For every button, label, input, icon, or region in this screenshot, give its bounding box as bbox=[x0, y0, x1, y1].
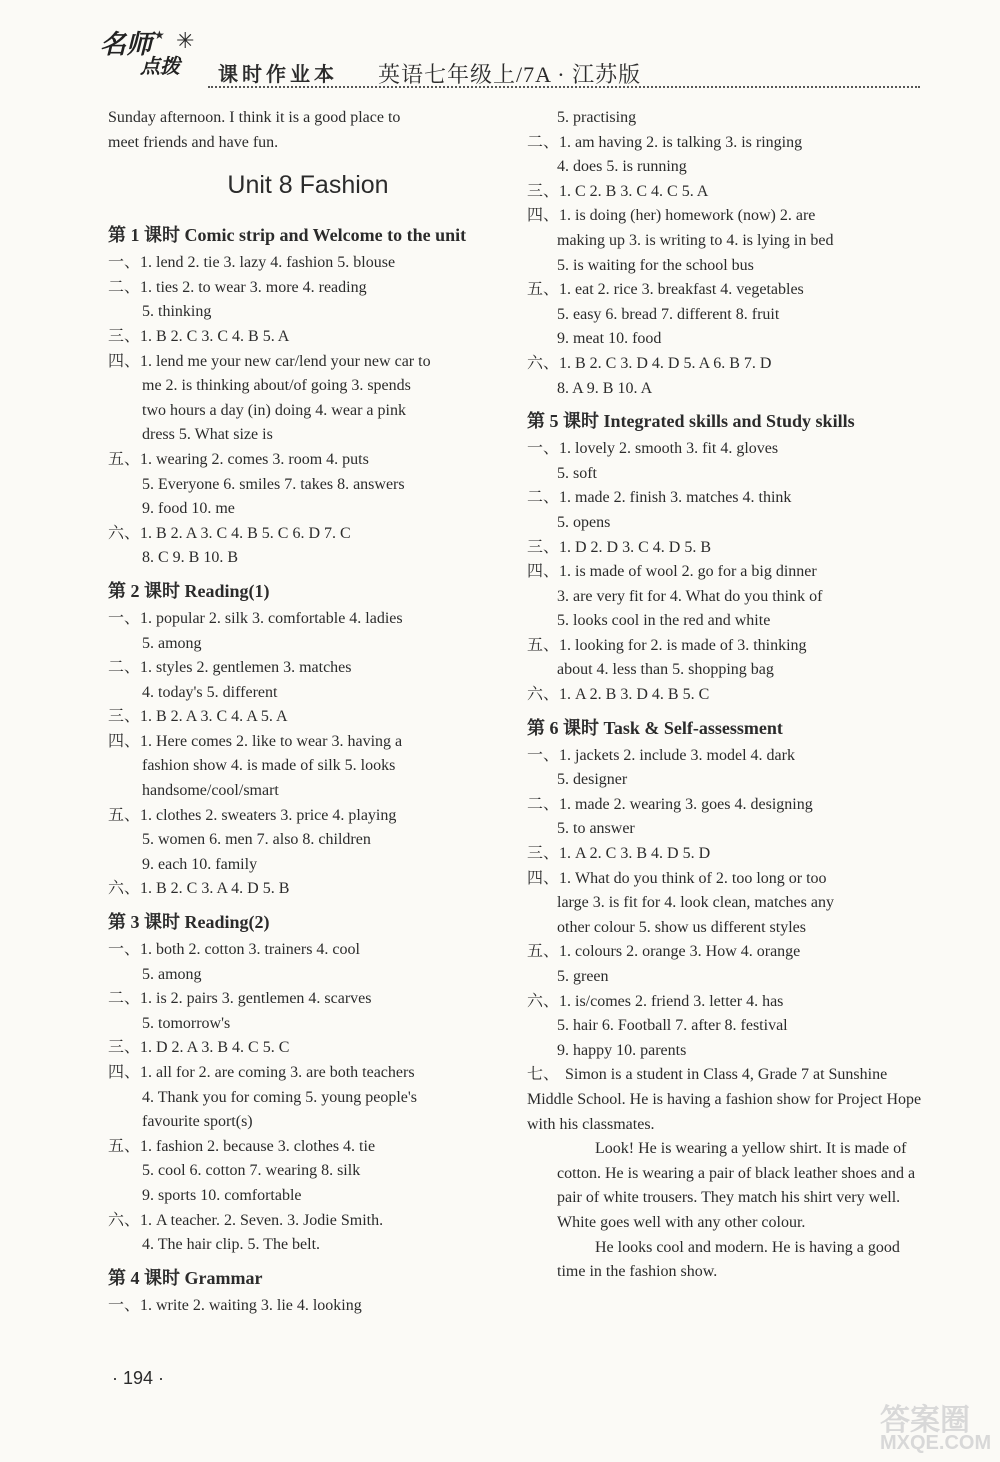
logo-line-1: 名师 bbox=[100, 30, 153, 59]
left-answer-line: 五、1. wearing 2. comes 3. room 4. puts bbox=[108, 450, 369, 468]
series-logo bbox=[100, 30, 180, 78]
right-answer-line: 一、1. lovely 2. smooth 3. fit 4. gloves bbox=[527, 440, 779, 458]
right-answer-line: 五、1. eat 2. rice 3. breakfast 4. vegetables bbox=[527, 281, 804, 299]
right-answer-line: other colour 5. show us different styles bbox=[557, 918, 806, 936]
left-answer-line: two hours a day (in) doing 4. wear a pink bbox=[142, 401, 406, 419]
left-answer-line: meet friends and have fun. bbox=[108, 133, 279, 151]
page-header bbox=[100, 28, 920, 86]
right-answer-line: 一、1. jackets 2. include 3. model 4. dark bbox=[527, 746, 795, 764]
right-answer-line: 5. green bbox=[557, 968, 609, 985]
page-number: · 194 · bbox=[112, 1368, 165, 1388]
book-title: 课时作业本 bbox=[218, 64, 338, 86]
watermark-url: MXQE.COM bbox=[880, 1432, 992, 1454]
right-answer-line: 四、1. is doing (her) homework (now) 2. are bbox=[527, 207, 816, 225]
right-answer-line: 5. opens bbox=[557, 513, 611, 531]
left-unit-title: Unit 8 Fashion bbox=[227, 171, 389, 200]
right-column bbox=[527, 106, 927, 1285]
right-answer-line: 四、1. What do you think of 2. too long or too bbox=[527, 869, 827, 887]
right-answer-line: 二、1. made 2. wearing 3. goes 4. designing bbox=[527, 795, 813, 813]
left-answer-line: 三、1. B 2. A 3. C 4. A 5. A bbox=[108, 708, 288, 726]
left-answer-line: Sunday afternoon. I think it is a good place to bbox=[108, 109, 401, 126]
left-answer-line: 9. each 10. family bbox=[142, 855, 258, 873]
right-answer-line: 5. designer bbox=[557, 771, 628, 789]
right-answer-line: 9. happy 10. parents bbox=[557, 1041, 687, 1059]
right-answer-line: large 3. is fit for 4. look clean, matches any bbox=[557, 894, 834, 912]
right-answer-lines bbox=[527, 106, 927, 1063]
left-lesson-heading: 第 1 课时 Comic strip and Welcome to the unit bbox=[108, 225, 467, 246]
right-answer-line: 5. easy 6. bread 7. different 8. fruit bbox=[557, 305, 780, 323]
right-answer-line: 五、1. looking for 2. is made of 3. thinking bbox=[527, 636, 807, 654]
right-answer-line: 4. does 5. is running bbox=[557, 158, 687, 176]
left-answer-line: 一、1. both 2. cotton 3. trainers 4. cool bbox=[108, 941, 360, 959]
star-icon: ★ bbox=[154, 28, 165, 42]
left-answer-line: 5. cool 6. cotton 7. wearing 8. silk bbox=[142, 1162, 361, 1180]
right-answer-line: 5. to answer bbox=[557, 820, 635, 838]
left-lesson-heading: 第 4 课时 Grammar bbox=[108, 1267, 263, 1288]
left-answer-line: 一、1. write 2. waiting 3. lie 4. looking bbox=[108, 1296, 362, 1314]
left-answer-line: 四、1. Here comes 2. like to wear 3. having a bbox=[108, 732, 403, 750]
right-answer-line: 5. practising bbox=[557, 109, 637, 126]
essay-text-1: Simon is a student in Class 4, Grade 7 at Sunshine Middle School. He is having a fashion show for Project Hope with his classmates. bbox=[527, 1066, 922, 1133]
watermark-logo: 答案圈 bbox=[880, 1404, 970, 1437]
left-answer-line: 六、1. B 2. C 3. A 4. D 5. B bbox=[108, 880, 290, 898]
essay-block bbox=[527, 1063, 927, 1284]
essay-paragraph-3 bbox=[527, 1236, 927, 1285]
left-answer-line: 5. women 6. men 7. also 8. children bbox=[142, 831, 371, 849]
essay-paragraph-1 bbox=[527, 1063, 927, 1137]
right-answer-line: 三、1. C 2. B 3. C 4. C 5. A bbox=[527, 182, 709, 200]
essay-text-3: He looks cool and modern. He is having a good time in the fashion show. bbox=[557, 1238, 900, 1281]
left-lesson-heading: 第 2 课时 Reading(1) bbox=[108, 580, 270, 601]
right-answer-line: 5. is waiting for the school bus bbox=[557, 256, 754, 274]
right-answer-line: 六、1. B 2. C 3. D 4. D 5. A 6. B 7. D bbox=[527, 354, 772, 372]
left-answer-line: 五、1. fashion 2. because 3. clothes 4. tie bbox=[108, 1137, 376, 1155]
right-answer-line: 二、1. made 2. finish 3. matches 4. think bbox=[527, 489, 792, 507]
sun-icon: ✳ bbox=[176, 28, 195, 53]
left-answer-line: 9. food 10. me bbox=[142, 500, 235, 518]
right-answer-line: 六、1. is/comes 2. friend 3. letter 4. has bbox=[527, 992, 784, 1010]
left-answer-line: 5. among bbox=[142, 965, 202, 983]
right-answer-line: 三、1. A 2. C 3. B 4. D 5. D bbox=[527, 845, 711, 863]
left-answer-line: 4. Thank you for coming 5. young people's bbox=[142, 1088, 417, 1106]
left-answer-line: 五、1. clothes 2. sweaters 3. price 4. playing bbox=[108, 806, 397, 824]
right-lesson-heading: 第 5 课时 Integrated skills and Study skills bbox=[527, 411, 855, 432]
left-answer-line: handsome/cool/smart bbox=[142, 782, 279, 800]
right-answer-line: 5. hair 6. Football 7. after 8. festival bbox=[557, 1017, 788, 1035]
left-answer-line: 5. among bbox=[142, 634, 202, 652]
logo-line-2: 点拨 bbox=[140, 56, 180, 78]
right-answer-line: making up 3. is writing to 4. is lying in bed bbox=[557, 231, 834, 249]
right-answer-line: 四、1. is made of wool 2. go for a big dinner bbox=[527, 563, 817, 581]
left-answer-line: 三、1. D 2. A 3. B 4. C 5. C bbox=[108, 1039, 290, 1057]
right-lesson-heading: 第 6 课时 Task & Self-assessment bbox=[527, 717, 783, 738]
essay-label: 七、 bbox=[527, 1066, 560, 1084]
right-answer-line: 8. A 9. B 10. A bbox=[557, 379, 653, 397]
left-answer-line: 8. C 9. B 10. B bbox=[142, 549, 239, 567]
right-answer-line: 三、1. D 2. D 3. C 4. D 5. B bbox=[527, 538, 712, 556]
left-answer-line: 5. Everyone 6. smiles 7. takes 8. answers bbox=[142, 475, 405, 493]
left-column bbox=[108, 106, 508, 1318]
left-answer-line: 4. The hair clip. 5. The belt. bbox=[142, 1236, 321, 1254]
left-lesson-heading: 第 3 课时 Reading(2) bbox=[108, 912, 270, 933]
left-answer-line: fashion show 4. is made of silk 5. looks bbox=[142, 757, 396, 775]
left-answer-line: 三、1. B 2. C 3. C 4. B 5. A bbox=[108, 327, 290, 345]
left-answer-line: 六、1. B 2. A 3. C 4. B 5. C 6. D 7. C bbox=[108, 524, 351, 542]
left-answer-line: 四、1. all for 2. are coming 3. are both teachers bbox=[108, 1064, 415, 1081]
left-answer-line: 9. sports 10. comfortable bbox=[142, 1186, 302, 1204]
left-answer-line: 二、1. ties 2. to wear 3. more 4. reading bbox=[108, 278, 367, 296]
left-answer-line: 二、1. styles 2. gentlemen 3. matches bbox=[108, 659, 352, 677]
header-rule bbox=[208, 86, 920, 88]
left-answer-line: 四、1. lend me your new car/lend your new car to bbox=[108, 352, 431, 370]
book-subtitle: 英语七年级上/7A · 江苏版 bbox=[378, 62, 642, 87]
left-answer-line: 一、1. lend 2. tie 3. lazy 4. fashion 5. blouse bbox=[108, 254, 396, 272]
right-answer-line: 5. looks cool in the red and white bbox=[557, 612, 771, 630]
right-answer-line: 9. meat 10. food bbox=[557, 330, 662, 348]
right-answer-line: 五、1. colours 2. orange 3. How 4. orange bbox=[527, 943, 801, 961]
left-answer-line: dress 5. What size is bbox=[142, 426, 273, 444]
right-answer-line: 5. soft bbox=[557, 464, 597, 482]
left-answer-line: 一、1. popular 2. silk 3. comfortable 4. ladies bbox=[108, 609, 403, 627]
right-answer-line: about 4. less than 5. shopping bag bbox=[557, 661, 774, 679]
left-answer-line: favourite sport(s) bbox=[142, 1113, 253, 1131]
left-answer-line: 4. today's 5. different bbox=[142, 683, 278, 701]
left-answer-line: 二、1. is 2. pairs 3. gentlemen 4. scarves bbox=[108, 990, 372, 1008]
left-answer-line: 5. thinking bbox=[142, 303, 212, 321]
left-answer-line: me 2. is thinking about/of going 3. spends bbox=[142, 377, 411, 395]
left-answer-line: 六、1. A teacher. 2. Seven. 3. Jodie Smith. bbox=[108, 1211, 384, 1229]
right-answer-line: 六、1. A 2. B 3. D 4. B 5. C bbox=[527, 686, 710, 704]
right-answer-line: 二、1. am having 2. is talking 3. is ringing bbox=[527, 133, 803, 151]
essay-text-2: Look! He is wearing a yellow shirt. It is made of cotton. He is wearing a pair of black leather shoes and a pair of white trousers. They match his shirt very well. White goes well with any other colour. bbox=[557, 1140, 916, 1231]
left-answer-line: 5. tomorrow's bbox=[142, 1014, 231, 1032]
essay-paragraph-2 bbox=[527, 1137, 927, 1235]
right-answer-line: 3. are very fit for 4. What do you think of bbox=[557, 587, 823, 605]
